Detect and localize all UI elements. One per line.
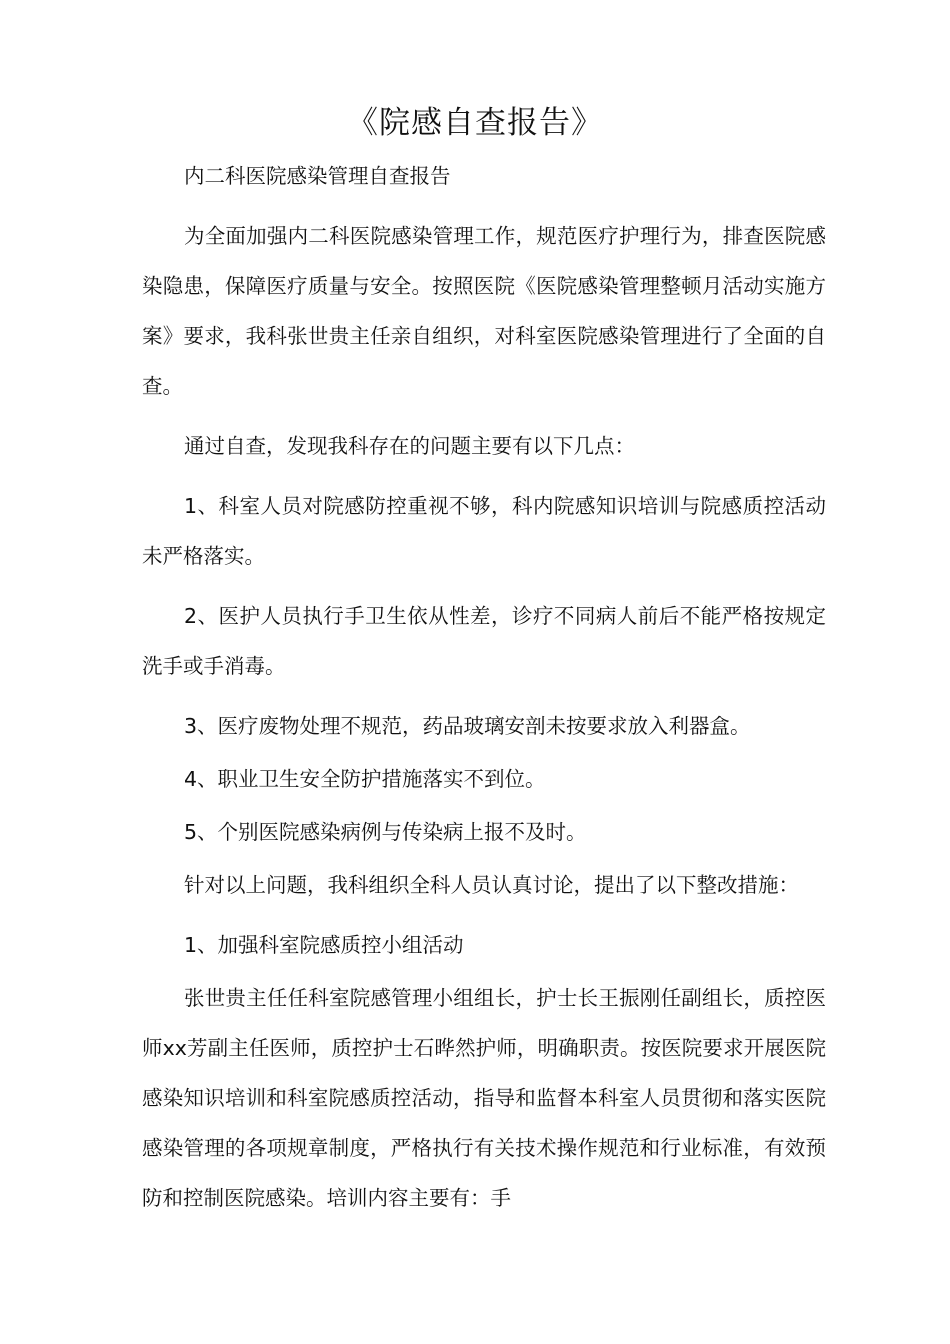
document-body <box>142 151 826 1233</box>
paragraph-intro: 为全面加强内二科医院感染管理工作，规范医疗护理行为，排查医院感染隐患，保障医疗质量与安全。按照医院《医院感染管理整顿月活动实施方案》要求，我科张世贵主任亲自组织，对科室医院感染管理进行了全面的自查。 <box>142 224 826 398</box>
document-title: 《院感自查报告》 <box>347 105 603 141</box>
paragraph-issue-3: 3、医疗废物处理不规范，药品玻璃安剖未按要求放入利器盒。 <box>184 714 751 738</box>
paragraph-measure-1-detail: 张世贵主任任科室院感管理小组组长，护士长王振刚任副组长，质控医师xx芳副主任医师，质控护士石晔然护师，明确职责。按医院要求开展医院感染知识培训和科室院感质控活动，指导和监督本科室人员贯彻和落实医院感染管理的各项规章制度，严格执行有关技术操作规范和行业标准，有效预防和控制医院感染。培训内容主要有：手 <box>142 986 826 1210</box>
paragraph-issue-5: 5、个别医院感染病例与传染病上报不及时。 <box>184 820 587 844</box>
paragraph-measure-1-heading: 1、加强科室院感质控小组活动 <box>184 933 464 957</box>
paragraph-subtitle: 内二科医院感染管理自查报告 <box>184 164 451 188</box>
paragraph-issue-4: 4、职业卫生安全防护措施落实不到位。 <box>184 767 546 791</box>
paragraph-issue-2: 2、医护人员执行手卫生依从性差，诊疗不同病人前后不能严格按规定洗手或手消毒。 <box>142 604 826 678</box>
paragraph-findings-lead: 通过自查，发现我科存在的问题主要有以下几点： <box>184 434 635 458</box>
paragraph-issue-1: 1、科室人员对院感防控重视不够，科内院感知识培训与院感质控活动未严格落实。 <box>142 494 826 568</box>
paragraph-measures-lead: 针对以上问题，我科组织全科人员认真讨论，提出了以下整改措施： <box>184 873 799 897</box>
